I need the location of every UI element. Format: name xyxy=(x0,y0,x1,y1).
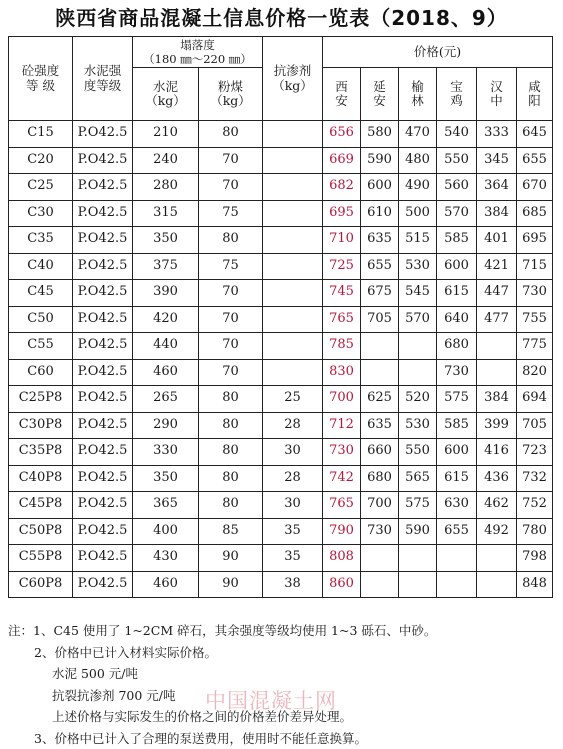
cell-price xyxy=(399,571,437,598)
cell-price: 655 xyxy=(517,147,553,174)
cell-price: 600 xyxy=(437,253,477,280)
cell-flyash: 70 xyxy=(199,306,263,333)
cell-price-xian: 682 xyxy=(323,174,361,201)
cell-price: 447 xyxy=(477,280,517,307)
cell-cement-grade: P.O42.5 xyxy=(73,571,133,598)
cell-price: 570 xyxy=(399,306,437,333)
cell-price: 798 xyxy=(517,545,553,572)
cell-price-xian: 830 xyxy=(323,359,361,386)
cell-price: 700 xyxy=(361,492,399,519)
cell-price: 615 xyxy=(437,280,477,307)
cell-cement-grade: P.O42.5 xyxy=(73,545,133,572)
cell-grade: C40 xyxy=(9,253,73,280)
cell-cement: 330 xyxy=(133,439,199,466)
cell-agent: 28 xyxy=(263,412,323,439)
cell-price: 401 xyxy=(477,227,517,254)
cell-price-xian: 730 xyxy=(323,439,361,466)
note-3: 3、价格中已计入了合理的泵送费用，使用时不能任意换算。 xyxy=(34,730,367,746)
table-row xyxy=(9,121,553,148)
cell-flyash: 80 xyxy=(199,227,263,254)
cell-price-xian: 712 xyxy=(323,412,361,439)
cell-price xyxy=(437,571,477,598)
cell-price: 685 xyxy=(517,200,553,227)
cell-grade: C55 xyxy=(9,333,73,360)
cell-flyash: 75 xyxy=(199,200,263,227)
cell-price: 575 xyxy=(399,492,437,519)
cell-price: 610 xyxy=(361,200,399,227)
price-table xyxy=(8,36,553,598)
header-grade: 砼强度 等 级 xyxy=(9,37,73,121)
cell-agent: 28 xyxy=(263,465,323,492)
cell-grade: C40P8 xyxy=(9,465,73,492)
cell-cement-grade: P.O42.5 xyxy=(73,174,133,201)
cell-flyash: 75 xyxy=(199,253,263,280)
cell-price: 436 xyxy=(477,465,517,492)
cell-price: 732 xyxy=(517,465,553,492)
cell-price: 530 xyxy=(399,253,437,280)
cell-agent xyxy=(263,121,323,148)
cell-grade: C25P8 xyxy=(9,386,73,413)
header-slump: 塌落度 （180 ㎜～220 ㎜） xyxy=(133,37,263,68)
cell-agent xyxy=(263,253,323,280)
cell-price-xian: 725 xyxy=(323,253,361,280)
cell-agent xyxy=(263,147,323,174)
cell-flyash: 80 xyxy=(199,386,263,413)
cell-price: 590 xyxy=(399,518,437,545)
cell-price: 560 xyxy=(437,174,477,201)
table-row xyxy=(9,147,553,174)
header-city-xian: 西 安 xyxy=(323,68,361,121)
header-city-yanan: 延 安 xyxy=(361,68,399,121)
cell-agent: 35 xyxy=(263,518,323,545)
cell-price-xian: 695 xyxy=(323,200,361,227)
cell-price: 333 xyxy=(477,121,517,148)
cell-price: 399 xyxy=(477,412,517,439)
cell-price-xian: 700 xyxy=(323,386,361,413)
cell-cement: 290 xyxy=(133,412,199,439)
cell-price xyxy=(361,571,399,598)
cell-price: 550 xyxy=(437,147,477,174)
cell-price: 500 xyxy=(399,200,437,227)
cell-price: 655 xyxy=(361,253,399,280)
cell-price-xian: 765 xyxy=(323,492,361,519)
cell-cement-grade: P.O42.5 xyxy=(73,492,133,519)
cell-price: 384 xyxy=(477,386,517,413)
table-row xyxy=(9,439,553,466)
cell-cement-grade: P.O42.5 xyxy=(73,200,133,227)
cell-grade: C15 xyxy=(9,121,73,148)
table-row xyxy=(9,386,553,413)
cell-cement: 240 xyxy=(133,147,199,174)
cell-cement: 440 xyxy=(133,333,199,360)
cell-price: 775 xyxy=(517,333,553,360)
cell-grade: C30P8 xyxy=(9,412,73,439)
cell-flyash: 70 xyxy=(199,280,263,307)
cell-price-xian: 710 xyxy=(323,227,361,254)
cell-price-xian: 742 xyxy=(323,465,361,492)
cell-price: 530 xyxy=(399,412,437,439)
cell-price: 695 xyxy=(517,227,553,254)
cell-price: 462 xyxy=(477,492,517,519)
cell-cement-grade: P.O42.5 xyxy=(73,306,133,333)
cell-price: 635 xyxy=(361,412,399,439)
cell-price: 660 xyxy=(361,439,399,466)
table-row xyxy=(9,465,553,492)
cell-cement-grade: P.O42.5 xyxy=(73,333,133,360)
cell-flyash: 70 xyxy=(199,147,263,174)
cell-price: 820 xyxy=(517,359,553,386)
cell-flyash: 70 xyxy=(199,174,263,201)
cell-grade: C60 xyxy=(9,359,73,386)
cell-price: 730 xyxy=(361,518,399,545)
header-cement: 水泥 （kg） xyxy=(133,68,199,121)
cell-grade: C35 xyxy=(9,227,73,254)
header-city-yulin: 榆 林 xyxy=(399,68,437,121)
cell-agent xyxy=(263,333,323,360)
cell-flyash: 80 xyxy=(199,492,263,519)
cell-cement-grade: P.O42.5 xyxy=(73,359,133,386)
cell-cement: 210 xyxy=(133,121,199,148)
cell-cement-grade: P.O42.5 xyxy=(73,147,133,174)
cell-cement: 265 xyxy=(133,386,199,413)
cell-price-xian: 765 xyxy=(323,306,361,333)
cell-cement: 315 xyxy=(133,200,199,227)
table-row xyxy=(9,174,553,201)
cell-grade: C50P8 xyxy=(9,518,73,545)
cell-price-xian: 790 xyxy=(323,518,361,545)
cell-agent xyxy=(263,174,323,201)
cell-price: 421 xyxy=(477,253,517,280)
cell-agent: 35 xyxy=(263,545,323,572)
cell-price xyxy=(361,333,399,360)
note-agent-price: 抗裂抗渗剂 700 元/吨 xyxy=(52,687,176,703)
table-row xyxy=(9,333,553,360)
cell-price: 723 xyxy=(517,439,553,466)
cell-flyash: 70 xyxy=(199,359,263,386)
header-price: 价格(元) xyxy=(323,37,553,68)
table-row xyxy=(9,306,553,333)
cell-price-xian: 785 xyxy=(323,333,361,360)
cell-grade: C45 xyxy=(9,280,73,307)
cell-price: 715 xyxy=(517,253,553,280)
cell-price: 492 xyxy=(477,518,517,545)
table-row xyxy=(9,280,553,307)
cell-price: 780 xyxy=(517,518,553,545)
table-body xyxy=(9,121,553,598)
cell-cement-grade: P.O42.5 xyxy=(73,465,133,492)
table-row xyxy=(9,200,553,227)
cell-price: 570 xyxy=(437,200,477,227)
cell-price: 384 xyxy=(477,200,517,227)
cell-cement: 350 xyxy=(133,465,199,492)
cell-cement-grade: P.O42.5 xyxy=(73,412,133,439)
cell-price: 645 xyxy=(517,121,553,148)
cell-cement: 365 xyxy=(133,492,199,519)
table-row xyxy=(9,227,553,254)
cell-price: 680 xyxy=(361,465,399,492)
header-city-baoji: 宝 鸡 xyxy=(437,68,477,121)
table-row xyxy=(9,412,553,439)
cell-price: 655 xyxy=(437,518,477,545)
cell-price: 635 xyxy=(361,227,399,254)
cell-price: 625 xyxy=(361,386,399,413)
cell-price: 730 xyxy=(437,359,477,386)
cell-grade: C45P8 xyxy=(9,492,73,519)
header-cement-grade: 水泥强 度等级 xyxy=(73,37,133,121)
table-row xyxy=(9,571,553,598)
cell-cement-grade: P.O42.5 xyxy=(73,386,133,413)
cell-price: 680 xyxy=(437,333,477,360)
cell-cement-grade: P.O42.5 xyxy=(73,227,133,254)
cell-price: 848 xyxy=(517,571,553,598)
cell-price: 705 xyxy=(361,306,399,333)
cell-price: 480 xyxy=(399,147,437,174)
cell-grade: C50 xyxy=(9,306,73,333)
cell-cement: 460 xyxy=(133,359,199,386)
cell-flyash: 80 xyxy=(199,412,263,439)
cell-price xyxy=(437,545,477,572)
cell-price: 630 xyxy=(437,492,477,519)
cell-price xyxy=(477,333,517,360)
cell-price: 590 xyxy=(361,147,399,174)
cell-price xyxy=(399,333,437,360)
cell-price-xian: 808 xyxy=(323,545,361,572)
cell-cement: 375 xyxy=(133,253,199,280)
watermark: 中国混凝土网 xyxy=(205,689,337,713)
cell-price: 545 xyxy=(399,280,437,307)
cell-price: 730 xyxy=(517,280,553,307)
cell-cement: 390 xyxy=(133,280,199,307)
cell-grade: C55P8 xyxy=(9,545,73,572)
cell-price: 755 xyxy=(517,306,553,333)
cell-flyash: 85 xyxy=(199,518,263,545)
cell-price: 470 xyxy=(399,121,437,148)
cell-price-xian: 745 xyxy=(323,280,361,307)
cell-cement-grade: P.O42.5 xyxy=(73,253,133,280)
cell-price: 416 xyxy=(477,439,517,466)
cell-price: 345 xyxy=(477,147,517,174)
cell-grade: C35P8 xyxy=(9,439,73,466)
cell-price xyxy=(477,571,517,598)
table-row xyxy=(9,359,553,386)
cell-price: 585 xyxy=(437,412,477,439)
cell-flyash: 80 xyxy=(199,121,263,148)
cell-cement-grade: P.O42.5 xyxy=(73,518,133,545)
cell-price-xian: 860 xyxy=(323,571,361,598)
cell-price: 520 xyxy=(399,386,437,413)
cell-agent xyxy=(263,359,323,386)
cell-cement-grade: P.O42.5 xyxy=(73,280,133,307)
cell-agent: 25 xyxy=(263,386,323,413)
cell-flyash: 90 xyxy=(199,571,263,598)
cell-price: 675 xyxy=(361,280,399,307)
cell-flyash: 80 xyxy=(199,465,263,492)
cell-agent xyxy=(263,306,323,333)
cell-cement: 400 xyxy=(133,518,199,545)
cell-price: 705 xyxy=(517,412,553,439)
cell-price xyxy=(361,545,399,572)
cell-price-xian: 669 xyxy=(323,147,361,174)
table-row xyxy=(9,518,553,545)
table-row xyxy=(9,492,553,519)
cell-price: 515 xyxy=(399,227,437,254)
cell-agent: 38 xyxy=(263,571,323,598)
cell-grade: C60P8 xyxy=(9,571,73,598)
header-flyash: 粉煤 （kg） xyxy=(199,68,263,121)
cell-grade: C20 xyxy=(9,147,73,174)
cell-agent: 30 xyxy=(263,439,323,466)
cell-price xyxy=(477,359,517,386)
cell-price: 600 xyxy=(361,174,399,201)
cell-agent xyxy=(263,280,323,307)
cell-price: 575 xyxy=(437,386,477,413)
table-row xyxy=(9,545,553,572)
cell-price: 670 xyxy=(517,174,553,201)
cell-price: 615 xyxy=(437,465,477,492)
cell-agent: 30 xyxy=(263,492,323,519)
header-city-hanzhong: 汉 中 xyxy=(477,68,517,121)
cell-cement-grade: P.O42.5 xyxy=(73,439,133,466)
cell-price: 364 xyxy=(477,174,517,201)
cell-price: 585 xyxy=(437,227,477,254)
header-agent: 抗渗剂 （kg） xyxy=(263,37,323,121)
cell-cement: 350 xyxy=(133,227,199,254)
cell-price xyxy=(399,545,437,572)
note-price-diff: 上述价格与实际发生的价格之间的价格差价差异处理。 xyxy=(52,709,353,724)
cell-price: 752 xyxy=(517,492,553,519)
cell-agent xyxy=(263,200,323,227)
page-title: 陕西省商品混凝土信息价格一览表（2018、9） xyxy=(55,6,508,30)
note-cement-price: 水泥 500 元/吨 xyxy=(52,666,139,681)
cell-price xyxy=(477,545,517,572)
cell-cement-grade: P.O42.5 xyxy=(73,121,133,148)
cell-price: 580 xyxy=(361,121,399,148)
cell-price: 540 xyxy=(437,121,477,148)
note-2: 2、价格中已计入材料实际价格。 xyxy=(34,644,217,660)
cell-price: 565 xyxy=(399,465,437,492)
cell-grade: C25 xyxy=(9,174,73,201)
cell-flyash: 80 xyxy=(199,439,263,466)
table-header xyxy=(9,37,553,121)
cell-price: 477 xyxy=(477,306,517,333)
cell-flyash: 70 xyxy=(199,333,263,360)
cell-price: 550 xyxy=(399,439,437,466)
cell-agent xyxy=(263,227,323,254)
cell-grade: C30 xyxy=(9,200,73,227)
cell-cement: 430 xyxy=(133,545,199,572)
cell-cement: 460 xyxy=(133,571,199,598)
cell-price xyxy=(399,359,437,386)
cell-price: 640 xyxy=(437,306,477,333)
cell-price-xian: 656 xyxy=(323,121,361,148)
header-city-xianyang: 咸 阳 xyxy=(517,68,553,121)
note-1: 注：1、C45 使用了 1~2CM 碎石，其余强度等级均使用 1~3 砾石、中砂。 xyxy=(8,623,437,638)
cell-price: 694 xyxy=(517,386,553,413)
cell-flyash: 90 xyxy=(199,545,263,572)
cell-price: 490 xyxy=(399,174,437,201)
cell-price xyxy=(361,359,399,386)
cell-cement: 280 xyxy=(133,174,199,201)
table-row xyxy=(9,253,553,280)
cell-cement: 420 xyxy=(133,306,199,333)
cell-price: 600 xyxy=(437,439,477,466)
